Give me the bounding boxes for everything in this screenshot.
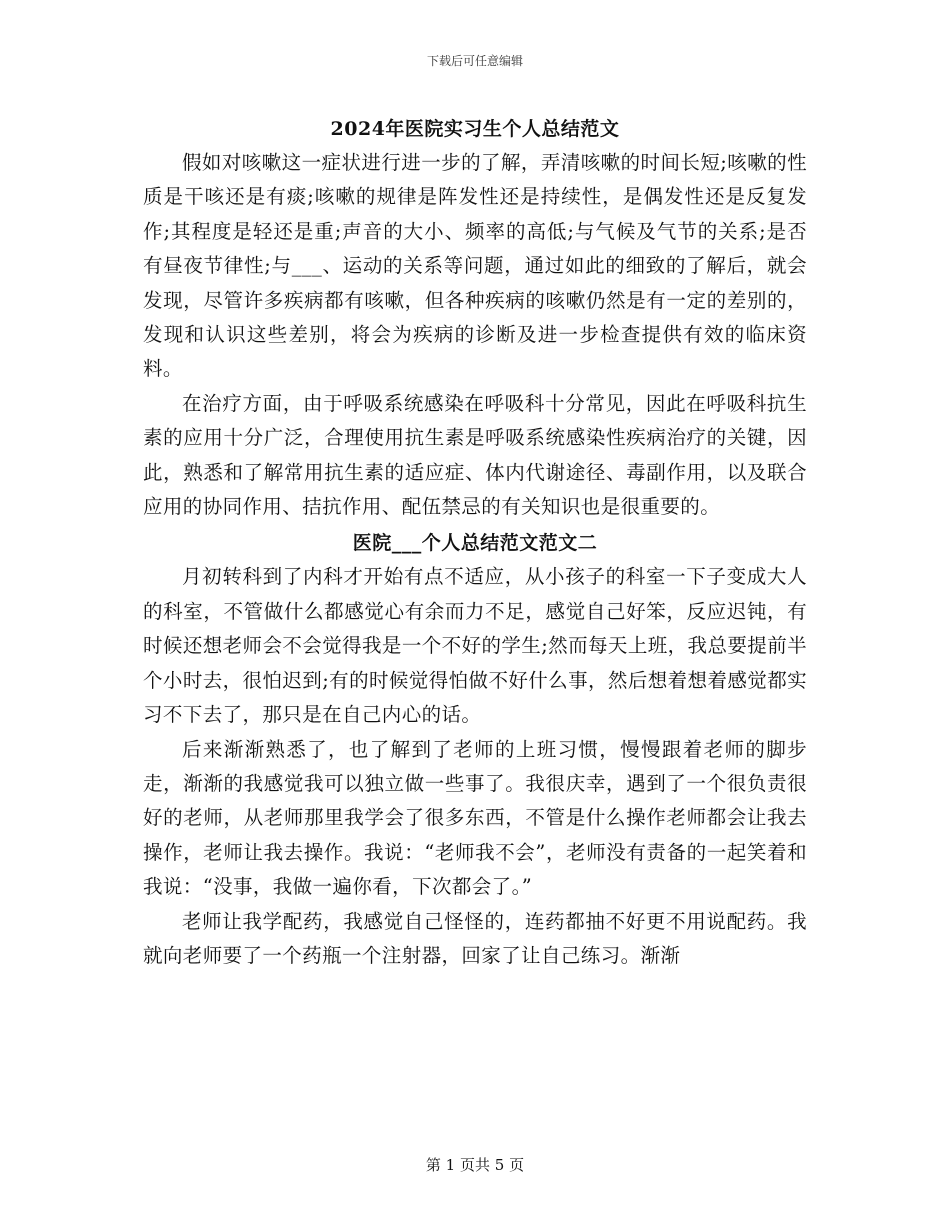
paragraph-dispensing-practice: 老师让我学配药，我感觉自己怪怪的，连药都抽不好更不用说配药。我就向老师要了一个药瓶一个注射器，回家了让自己练习。渐渐: [143, 909, 807, 967]
paragraph-teacher-guidance: 后来渐渐熟悉了，也了解到了老师的上班习惯，慢慢跟着老师的脚步走，渐渐的我感觉我可以独立做一些事了。我很庆幸，遇到了一个很负责很好的老师，从老师那里我学会了很多东西，不管是什么操作老师都会让我去操作，老师让我去操作。我说：“老师我不会”，老师没有责备的一起笑着和我说：“没事，我做一遍你看，下次都会了。”: [143, 737, 807, 899]
page-number: 第 1 页共 5 页: [425, 1156, 525, 1174]
paragraph-transfer-internal-medicine: 月初转科到了内科才开始有点不适应，从小孩子的科室一下子变成大人的科室，不管做什么都感觉心有余而力不足，感觉自己好笨，反应迟钝，有时候还想老师会不会觉得我是一个不好的学生;然而每天上班，我总要提前半个小时去，很怕迟到;有的时候觉得怕做不好什么事，然后想着想着感觉都实习不下去了，那只是在自己内心的话。: [143, 565, 807, 727]
section-title-two: 医院___个人总结范文范文二: [352, 532, 598, 555]
document-body: [143, 112, 807, 973]
paragraph-antibiotics: 在治疗方面，由于呼吸系统感染在呼吸科十分常见，因此在呼吸科抗生素的应用十分广泛，合理使用抗生素是呼吸系统感染性疾病治疗的关键，因此，熟悉和了解常用抗生素的适应症、体内代谢途径、毒副作用，以及联合应用的协同作用、拮抗作用、配伍禁忌的有关知识也是很重要的。: [143, 391, 807, 519]
page-header: 下载后可任意编辑: [426, 54, 523, 68]
paragraph-cough-symptoms: 假如对咳嗽这一症状进行进一步的了解，弄清咳嗽的时间长短;咳嗽的性质是干咳还是有痰;咳嗽的规律是阵发性还是持续性，是偶发性还是反复发作;其程度是轻还是重;声音的大小、频率的高低;与气候及气节的关系;是否有昼夜节律性;与___、运动的关系等问题，通过如此的细致的了解后，就会发现，尽管许多疾病都有咳嗽，但各种疾病的咳嗽仍然是有一定的差别的，发现和认识这些差别，将会为疾病的诊断及进一步检查提供有效的临床资料。: [143, 151, 807, 381]
document-title: 2024年医院实习生个人总结范文: [330, 118, 620, 140]
